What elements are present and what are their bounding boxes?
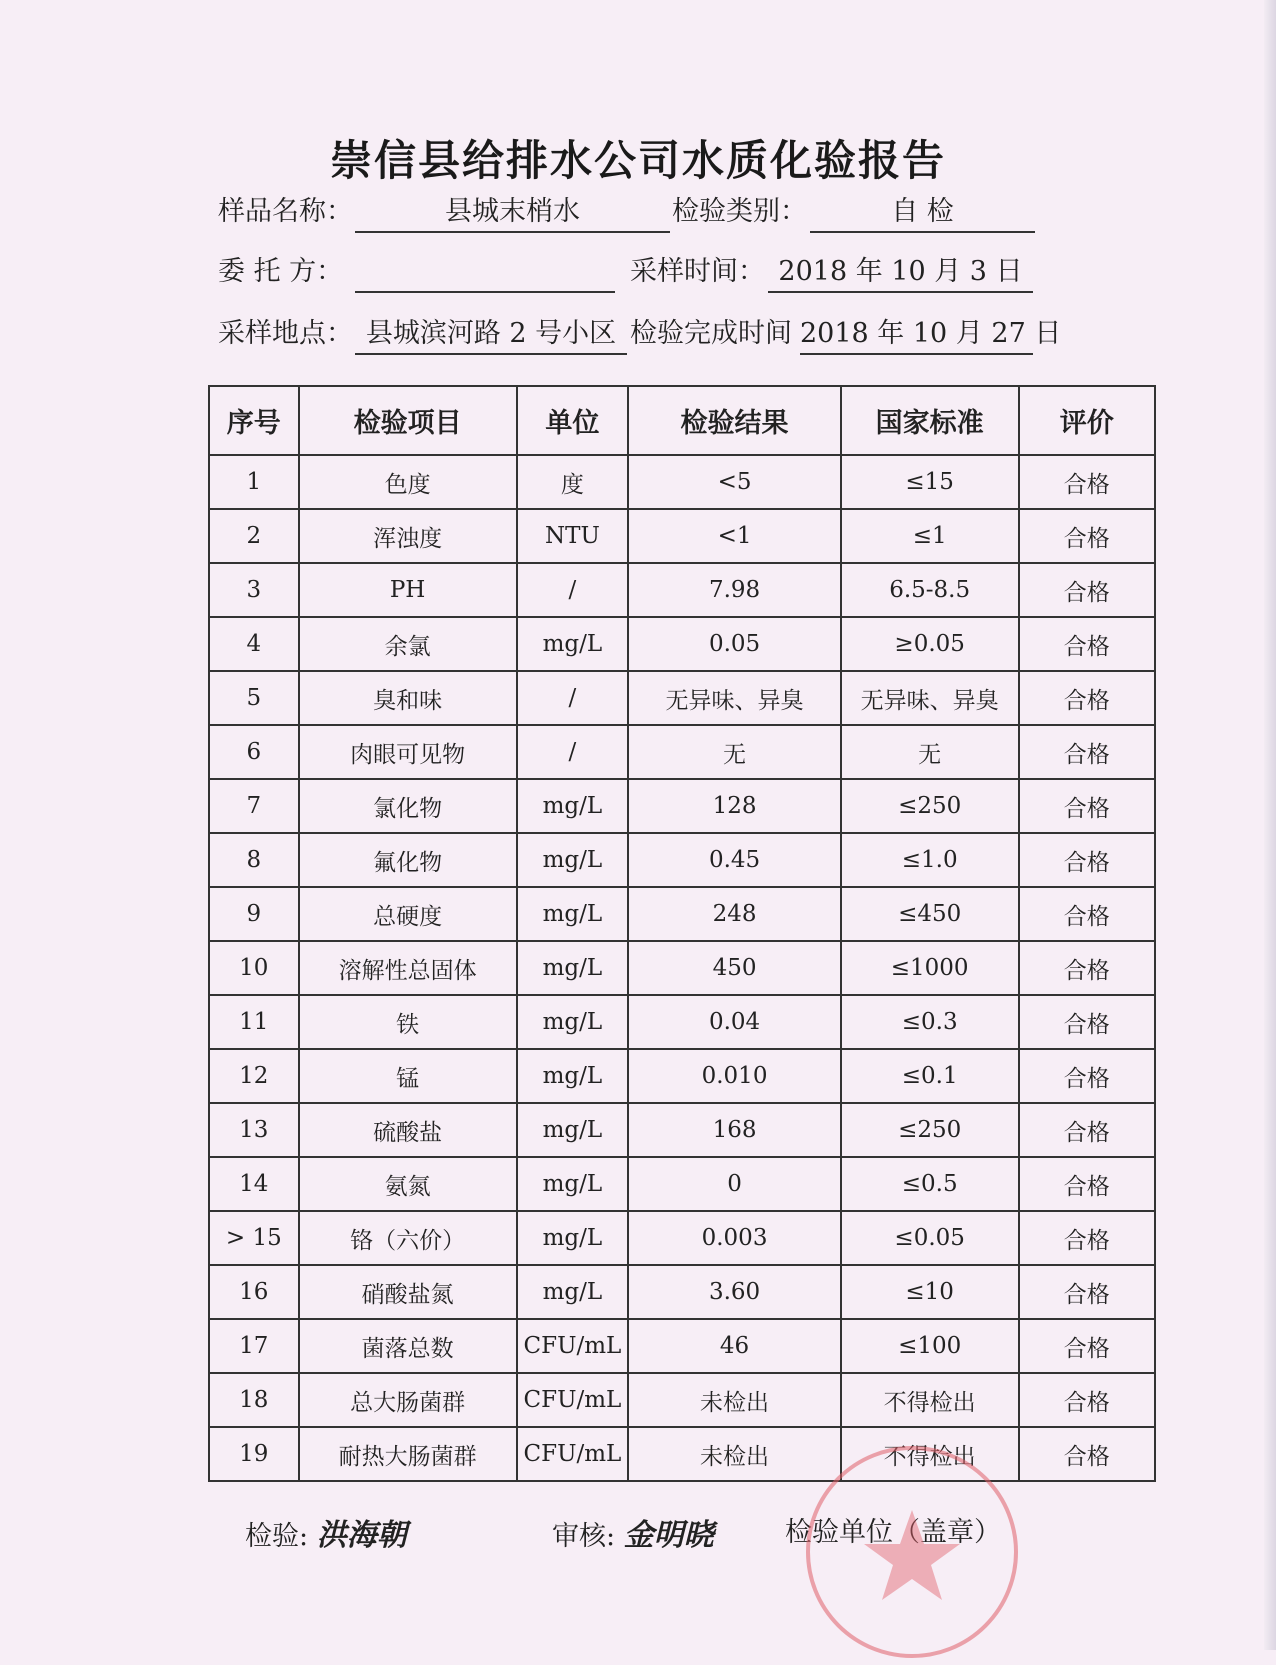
- cell-standard: ≤0.5: [841, 1157, 1019, 1211]
- cell-unit: mg/L: [517, 779, 629, 833]
- cell-item: 硫酸盐: [299, 1103, 517, 1157]
- cell-no: 13: [209, 1103, 299, 1157]
- cell-evaluation: 合格: [1019, 671, 1156, 725]
- cell-item: 浑浊度: [299, 509, 517, 563]
- sample-name-label: 样品名称：: [218, 196, 353, 227]
- sampling-time-value: 2018 年 10 月 3 日: [768, 255, 1033, 293]
- cell-result: 0.010: [628, 1049, 841, 1103]
- cell-result: 0: [628, 1157, 841, 1211]
- cell-item: 余氯: [299, 617, 517, 671]
- cell-no: 5: [209, 671, 299, 725]
- location-value: 县城滨河路 2 号小区: [355, 317, 627, 355]
- cell-no: > 15: [209, 1211, 299, 1265]
- cell-evaluation: 合格: [1019, 1319, 1156, 1373]
- cell-unit: mg/L: [517, 941, 629, 995]
- reviewer-label: 审核:: [552, 1521, 616, 1552]
- cell-result: 0.04: [628, 995, 841, 1049]
- cell-standard: ≤0.05: [841, 1211, 1019, 1265]
- table-row: [209, 887, 1155, 941]
- header-standard: 国家标准: [841, 386, 1019, 455]
- cell-unit: mg/L: [517, 1157, 629, 1211]
- header-unit: 单位: [517, 386, 629, 455]
- reviewer-block: [552, 1510, 714, 1554]
- cell-unit: /: [517, 671, 629, 725]
- cell-result: <5: [628, 455, 841, 509]
- cell-result: 128: [628, 779, 841, 833]
- results-table: [208, 385, 1156, 1482]
- cell-standard: ≤1.0: [841, 833, 1019, 887]
- table-row: [209, 1265, 1155, 1319]
- inspector-block: [245, 1510, 407, 1554]
- table-row: [209, 1319, 1155, 1373]
- cell-result: 0.05: [628, 617, 841, 671]
- cell-unit: CFU/mL: [517, 1427, 629, 1481]
- header-result: 检验结果: [628, 386, 841, 455]
- cell-evaluation: 合格: [1019, 1211, 1156, 1265]
- header-item: 检验项目: [299, 386, 517, 455]
- cell-no: 2: [209, 509, 299, 563]
- cell-unit: /: [517, 725, 629, 779]
- cell-evaluation: 合格: [1019, 1427, 1156, 1481]
- cell-no: 1: [209, 455, 299, 509]
- table-row: [209, 1373, 1155, 1427]
- location-label: 采样地点：: [218, 318, 353, 349]
- cell-unit: mg/L: [517, 1049, 629, 1103]
- completion-value: 2018 年 10 月 27 日: [800, 317, 1033, 355]
- cell-evaluation: 合格: [1019, 1265, 1156, 1319]
- table-row: [209, 563, 1155, 617]
- cell-result: 未检出: [628, 1427, 841, 1481]
- page-edge: [1264, 0, 1276, 1650]
- table-row: [209, 671, 1155, 725]
- cell-no: 11: [209, 995, 299, 1049]
- cell-evaluation: 合格: [1019, 563, 1156, 617]
- cell-result: 168: [628, 1103, 841, 1157]
- cell-no: 9: [209, 887, 299, 941]
- cell-evaluation: 合格: [1019, 1157, 1156, 1211]
- cell-result: 0.45: [628, 833, 841, 887]
- cell-standard: 无: [841, 725, 1019, 779]
- completion-label: 检验完成时间: [630, 318, 792, 349]
- cell-no: 10: [209, 941, 299, 995]
- cell-standard: ≤0.1: [841, 1049, 1019, 1103]
- cell-evaluation: 合格: [1019, 725, 1156, 779]
- category-value: 自 检: [810, 195, 1035, 233]
- cell-unit: mg/L: [517, 1211, 629, 1265]
- report-title: 崇信县给排水公司水质化验报告: [329, 136, 946, 185]
- cell-standard: 无异味、异臭: [841, 671, 1019, 725]
- table-header-row: [209, 386, 1155, 455]
- cell-no: 8: [209, 833, 299, 887]
- cell-item: 硝酸盐氮: [299, 1265, 517, 1319]
- cell-item: 锰: [299, 1049, 517, 1103]
- cell-standard: ≤0.3: [841, 995, 1019, 1049]
- cell-no: 4: [209, 617, 299, 671]
- cell-unit: mg/L: [517, 995, 629, 1049]
- cell-result: 450: [628, 941, 841, 995]
- cell-item: 溶解性总固体: [299, 941, 517, 995]
- table-row: [209, 995, 1155, 1049]
- cell-unit: mg/L: [517, 617, 629, 671]
- table-row: [209, 941, 1155, 995]
- table-row: [209, 455, 1155, 509]
- cell-no: 19: [209, 1427, 299, 1481]
- cell-item: 总大肠菌群: [299, 1373, 517, 1427]
- cell-unit: CFU/mL: [517, 1373, 629, 1427]
- cell-evaluation: 合格: [1019, 941, 1156, 995]
- cell-no: 3: [209, 563, 299, 617]
- cell-result: 7.98: [628, 563, 841, 617]
- cell-item: 色度: [299, 455, 517, 509]
- cell-item: 耐热大肠菌群: [299, 1427, 517, 1481]
- cell-evaluation: 合格: [1019, 995, 1156, 1049]
- cell-evaluation: 合格: [1019, 1373, 1156, 1427]
- cell-evaluation: 合格: [1019, 833, 1156, 887]
- cell-evaluation: 合格: [1019, 617, 1156, 671]
- table-row: [209, 617, 1155, 671]
- cell-standard: ≤15: [841, 455, 1019, 509]
- inspector-signature: 洪海朝: [316, 1518, 407, 1553]
- cell-standard: ≤1: [841, 509, 1019, 563]
- cell-item: 臭和味: [299, 671, 517, 725]
- cell-unit: /: [517, 563, 629, 617]
- table-row: [209, 1049, 1155, 1103]
- header-no: 序号: [209, 386, 299, 455]
- cell-unit: 度: [517, 455, 629, 509]
- cell-no: 7: [209, 779, 299, 833]
- cell-standard: 不得检出: [841, 1427, 1019, 1481]
- cell-item: 氨氮: [299, 1157, 517, 1211]
- cell-no: 14: [209, 1157, 299, 1211]
- cell-unit: mg/L: [517, 887, 629, 941]
- cell-result: <1: [628, 509, 841, 563]
- table-row: [209, 833, 1155, 887]
- inspector-label: 检验:: [245, 1521, 309, 1552]
- cell-standard: ≤250: [841, 779, 1019, 833]
- cell-no: 12: [209, 1049, 299, 1103]
- cell-result: 无: [628, 725, 841, 779]
- cell-standard: 6.5-8.5: [841, 563, 1019, 617]
- table-row: [209, 509, 1155, 563]
- table-row: [209, 1103, 1155, 1157]
- cell-unit: mg/L: [517, 1265, 629, 1319]
- cell-unit: mg/L: [517, 1103, 629, 1157]
- sampling-time-label: 采样时间：: [630, 256, 765, 287]
- cell-item: 氯化物: [299, 779, 517, 833]
- cell-standard: ≥0.05: [841, 617, 1019, 671]
- cell-no: 17: [209, 1319, 299, 1373]
- cell-unit: mg/L: [517, 833, 629, 887]
- cell-no: 18: [209, 1373, 299, 1427]
- cell-item: PH: [299, 563, 517, 617]
- cell-evaluation: 合格: [1019, 887, 1156, 941]
- client-label: 委 托 方：: [218, 256, 344, 287]
- cell-evaluation: 合格: [1019, 1049, 1156, 1103]
- cell-item: 铬（六价）: [299, 1211, 517, 1265]
- cell-evaluation: 合格: [1019, 779, 1156, 833]
- cell-standard: ≤450: [841, 887, 1019, 941]
- official-seal-stamp: [800, 1440, 1025, 1665]
- table-row: [209, 725, 1155, 779]
- client-value: [355, 255, 615, 293]
- cell-unit: NTU: [517, 509, 629, 563]
- cell-item: 菌落总数: [299, 1319, 517, 1373]
- cell-result: 0.003: [628, 1211, 841, 1265]
- cell-result: 3.60: [628, 1265, 841, 1319]
- header-evaluation: 评价: [1019, 386, 1156, 455]
- cell-standard: 不得检出: [841, 1373, 1019, 1427]
- cell-evaluation: 合格: [1019, 1103, 1156, 1157]
- cell-result: 46: [628, 1319, 841, 1373]
- cell-item: 肉眼可见物: [299, 725, 517, 779]
- cell-no: 16: [209, 1265, 299, 1319]
- cell-result: 未检出: [628, 1373, 841, 1427]
- reviewer-signature: 金明晓: [623, 1518, 714, 1553]
- category-label: 检验类别：: [672, 196, 807, 227]
- cell-unit: CFU/mL: [517, 1319, 629, 1373]
- cell-standard: ≤10: [841, 1265, 1019, 1319]
- inspection-unit-label: 检验单位（盖章）: [785, 1517, 1001, 1548]
- cell-result: 248: [628, 887, 841, 941]
- table-row: [209, 779, 1155, 833]
- cell-no: 6: [209, 725, 299, 779]
- cell-item: 氟化物: [299, 833, 517, 887]
- cell-result: 无异味、异臭: [628, 671, 841, 725]
- cell-evaluation: 合格: [1019, 455, 1156, 509]
- cell-standard: ≤100: [841, 1319, 1019, 1373]
- table-row: [209, 1211, 1155, 1265]
- cell-evaluation: 合格: [1019, 509, 1156, 563]
- table-row: [209, 1157, 1155, 1211]
- cell-item: 铁: [299, 995, 517, 1049]
- cell-item: 总硬度: [299, 887, 517, 941]
- cell-standard: ≤250: [841, 1103, 1019, 1157]
- cell-standard: ≤1000: [841, 941, 1019, 995]
- sample-name-value: 县城末梢水: [355, 195, 670, 233]
